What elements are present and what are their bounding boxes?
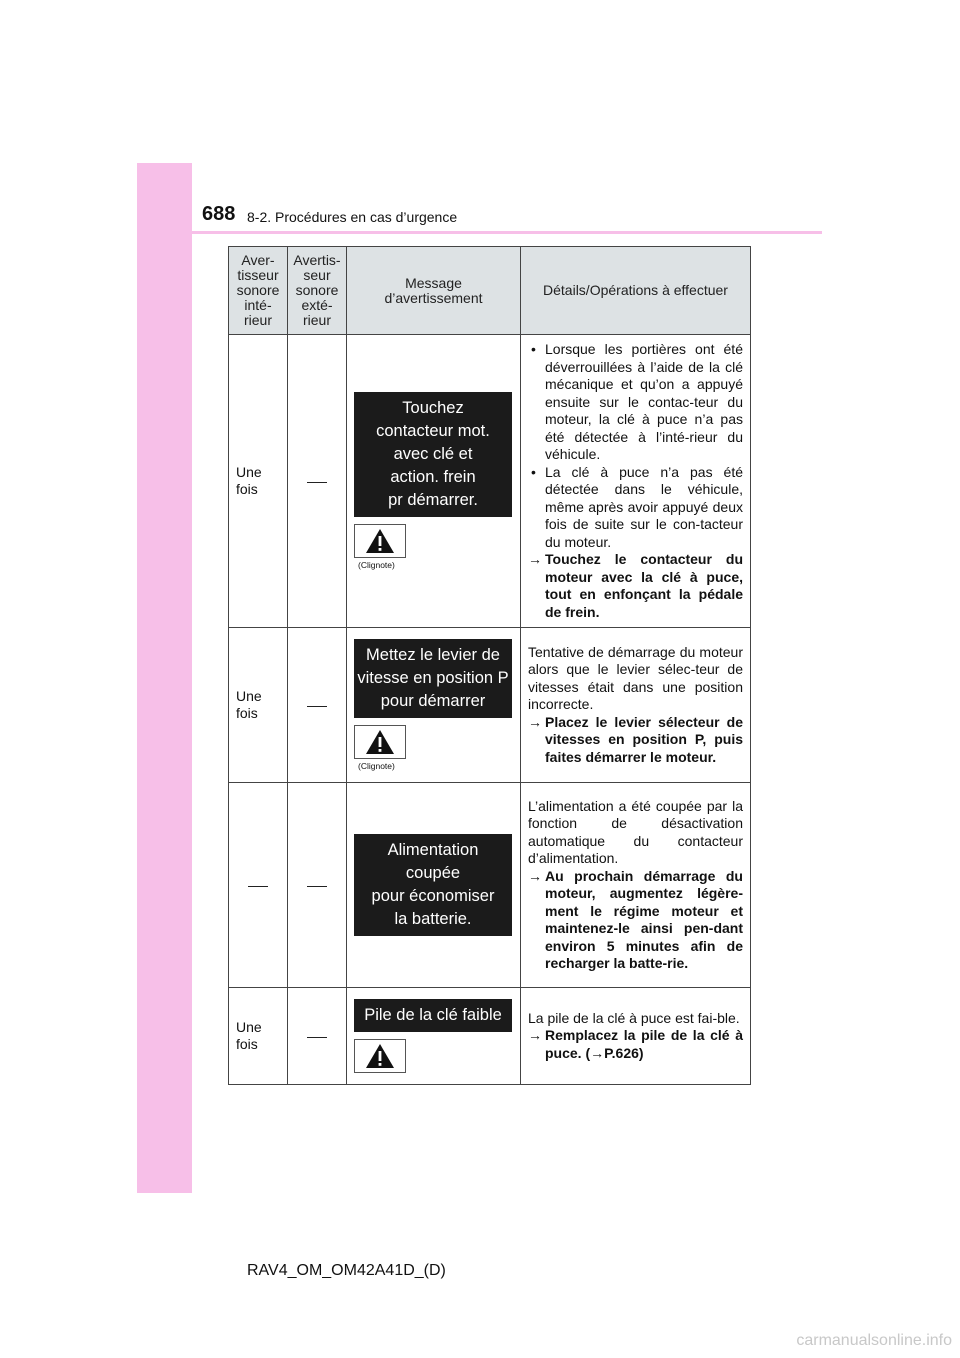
warning-message-display: Touchez contacteur mot. avec clé et action. frein pr démarrer.: [354, 392, 512, 517]
detail-text: La pile de la clé à puce est fai-ble.: [528, 1009, 740, 1026]
arrow-icon: →: [528, 1027, 542, 1044]
blink-note: (Clignote): [358, 560, 395, 570]
interior-buzzer-cell: Une fois: [229, 628, 288, 783]
table-row: [229, 335, 751, 628]
dash-mark: [307, 886, 327, 887]
exterior-buzzer-cell: [288, 335, 347, 628]
arrow-icon: →: [528, 713, 542, 730]
list-item: • La clé à puce n’a pas été détectée dans le véhicule, même après avoir appuyé deux fois de suite sur le con-tacteur du moteur.: [531, 463, 743, 550]
header-message: Message d’avertissement: [347, 247, 521, 335]
table-row: [229, 988, 751, 1085]
warning-triangle-icon: [354, 1039, 406, 1073]
message-cell: [347, 335, 521, 628]
header-exterior-buzzer: Avertis- seur sonore exté- rieur: [288, 247, 347, 335]
exterior-buzzer-cell: [288, 628, 347, 783]
side-band: [137, 163, 192, 1193]
list-item: • Lorsque les portières ont été déverrouillées à l’aide de la clé mécanique et qu’on a appuyé ensuite sur le contac-teur du moteur, la clé à puce n’a pas été détectée à l’inté-rieur du véhicule.: [531, 341, 743, 462]
arrow-icon: →: [528, 867, 542, 884]
table-row: [229, 628, 751, 783]
action-instruction: → Remplacez la pile de la clé à puce. (→P.626): [528, 1027, 743, 1061]
details-cell: [521, 335, 751, 628]
header-interior-buzzer: Aver- tisseur sonore inté- rieur: [229, 247, 288, 335]
warning-message-display: Mettez le levier de vitesse en position P pour démarrer: [354, 639, 512, 718]
page-number: 688: [202, 203, 236, 225]
warning-message-display: Pile de la clé faible: [354, 999, 512, 1032]
warning-triangle-icon: [354, 725, 406, 759]
warning-triangle-icon: [354, 524, 406, 558]
dash-mark: [307, 482, 327, 483]
dash-mark: [307, 1037, 327, 1038]
detail-text: Tentative de démarrage du moteur alors que le levier sélec-teur de vitesses était dans une position incorrecte.: [528, 643, 743, 713]
message-cell: [347, 628, 521, 783]
details-cell: [521, 783, 751, 988]
exterior-buzzer-cell: [288, 988, 347, 1085]
watermark: carmanualsonline.info: [796, 1332, 952, 1349]
warning-message-display: Alimentation coupée pour économiser la batterie.: [354, 834, 512, 936]
details-cell: [521, 628, 751, 783]
interior-buzzer-cell: Une fois: [229, 988, 288, 1085]
table-row: [229, 783, 751, 988]
table-header-row: [229, 247, 751, 335]
header-rule: [192, 231, 822, 234]
footer-doc-code: RAV4_OM_OM42A41D_(D): [247, 1262, 446, 1279]
header-details: Détails/Opérations à effectuer: [521, 247, 751, 335]
interior-buzzer-cell: [229, 783, 288, 988]
action-instruction: → Touchez le contacteur du moteur avec la clé à puce, tout en enfonçant la pédale de frein.: [528, 551, 743, 620]
warning-table: [228, 246, 751, 1085]
details-cell: [521, 988, 751, 1085]
dash-mark: [307, 706, 327, 707]
section-title: 8-2. Procédures en cas d’urgence: [247, 209, 458, 225]
dash-mark: [248, 886, 268, 887]
action-instruction: → Placez le levier sélecteur de vitesses en position P, puis faites démarrer le moteur.: [528, 713, 743, 765]
action-instruction: → Au prochain démarrage du moteur, augmentez légère-ment le régime moteur et maintenez-le ainsi pen-dant environ 5 minutes afin de recharger la batte-rie.: [528, 867, 743, 971]
detail-text: L’alimentation a été coupée par la fonction de désactivation automatique du contacteur d’alimentation.: [528, 797, 743, 866]
message-cell: [347, 783, 521, 988]
arrow-icon: →: [528, 551, 542, 567]
blink-note: (Clignote): [358, 761, 395, 771]
exterior-buzzer-cell: [288, 783, 347, 988]
message-cell: [347, 988, 521, 1085]
interior-buzzer-cell: Une fois: [229, 335, 288, 628]
